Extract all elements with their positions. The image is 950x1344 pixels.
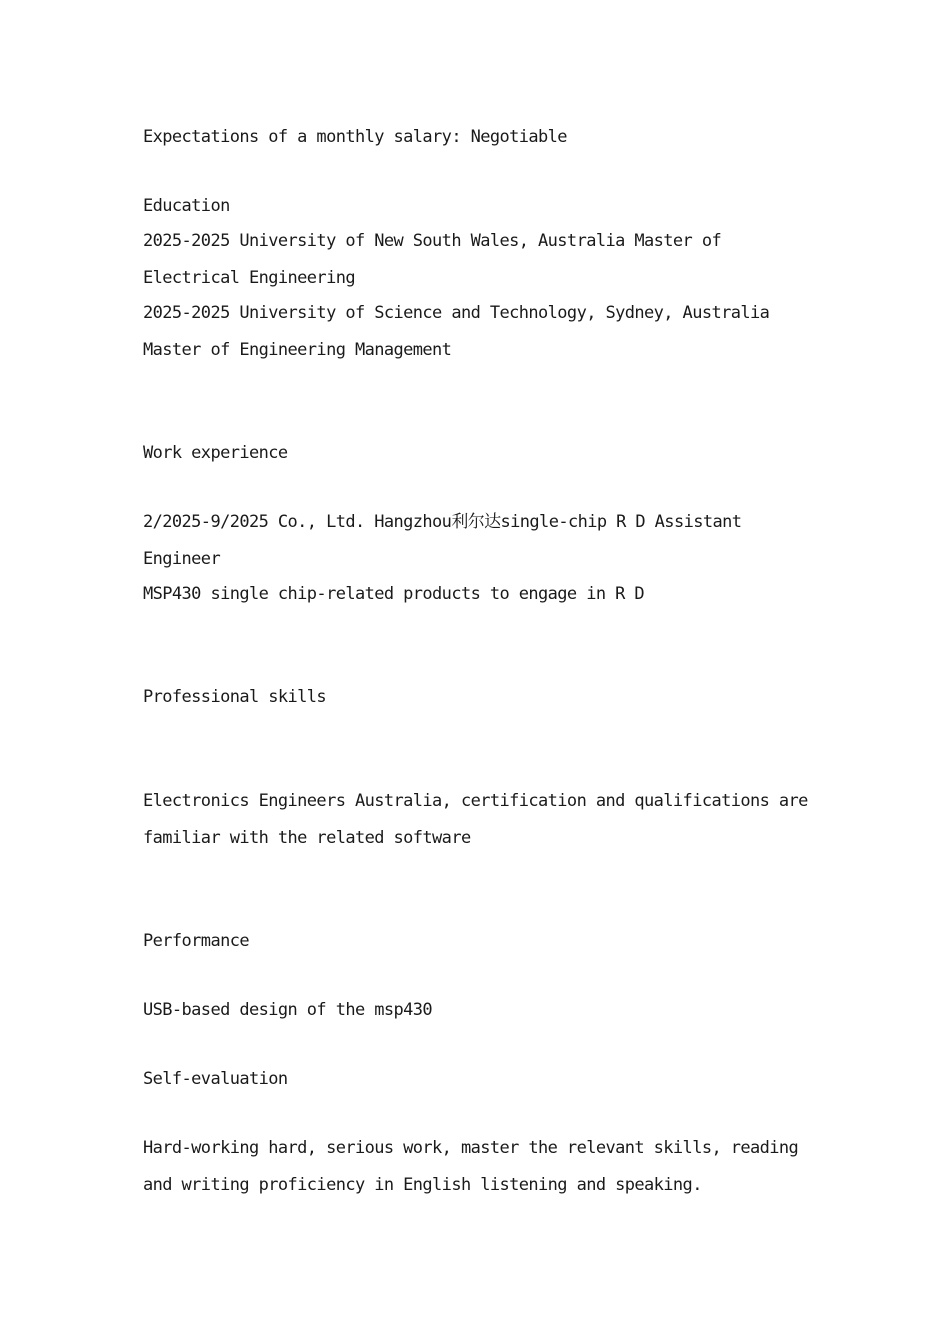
- work-entry-line-2: Engineer: [143, 549, 221, 569]
- education-entry-2-line-2: Master of Engineering Management: [143, 340, 452, 360]
- education-entry-2-line-1: 2025-2025 University of Science and Technology, Sydney, Australia: [143, 303, 770, 323]
- education-entry-1-line-1: 2025-2025 University of New South Wales, Australia Master of: [143, 231, 722, 251]
- skills-heading: Professional skills: [143, 687, 327, 707]
- work-entry-line-3: MSP430 single chip-related products to engage in R D: [143, 584, 645, 604]
- salary-expectation: Expectations of a monthly salary: Negotiable: [143, 127, 567, 147]
- self-evaluation-line-2: and writing proficiency in English listening and speaking.: [143, 1175, 702, 1195]
- performance-text: USB-based design of the msp430: [143, 1000, 433, 1020]
- self-evaluation-line-1: Hard-working hard, serious work, master the relevant skills, reading: [143, 1138, 799, 1158]
- education-heading: Education: [143, 196, 230, 216]
- education-entry-1-line-2: Electrical Engineering: [143, 268, 355, 288]
- work-heading: Work experience: [143, 443, 288, 463]
- self-evaluation-heading: Self-evaluation: [143, 1069, 288, 1089]
- skills-line-2: familiar with the related software: [143, 828, 471, 848]
- performance-heading: Performance: [143, 931, 249, 951]
- skills-line-1: Electronics Engineers Australia, certification and qualifications are: [143, 791, 808, 811]
- work-entry-line-1: 2/2025-9/2025 Co., Ltd. Hangzhou利尔达single-chip R D Assistant: [143, 512, 742, 532]
